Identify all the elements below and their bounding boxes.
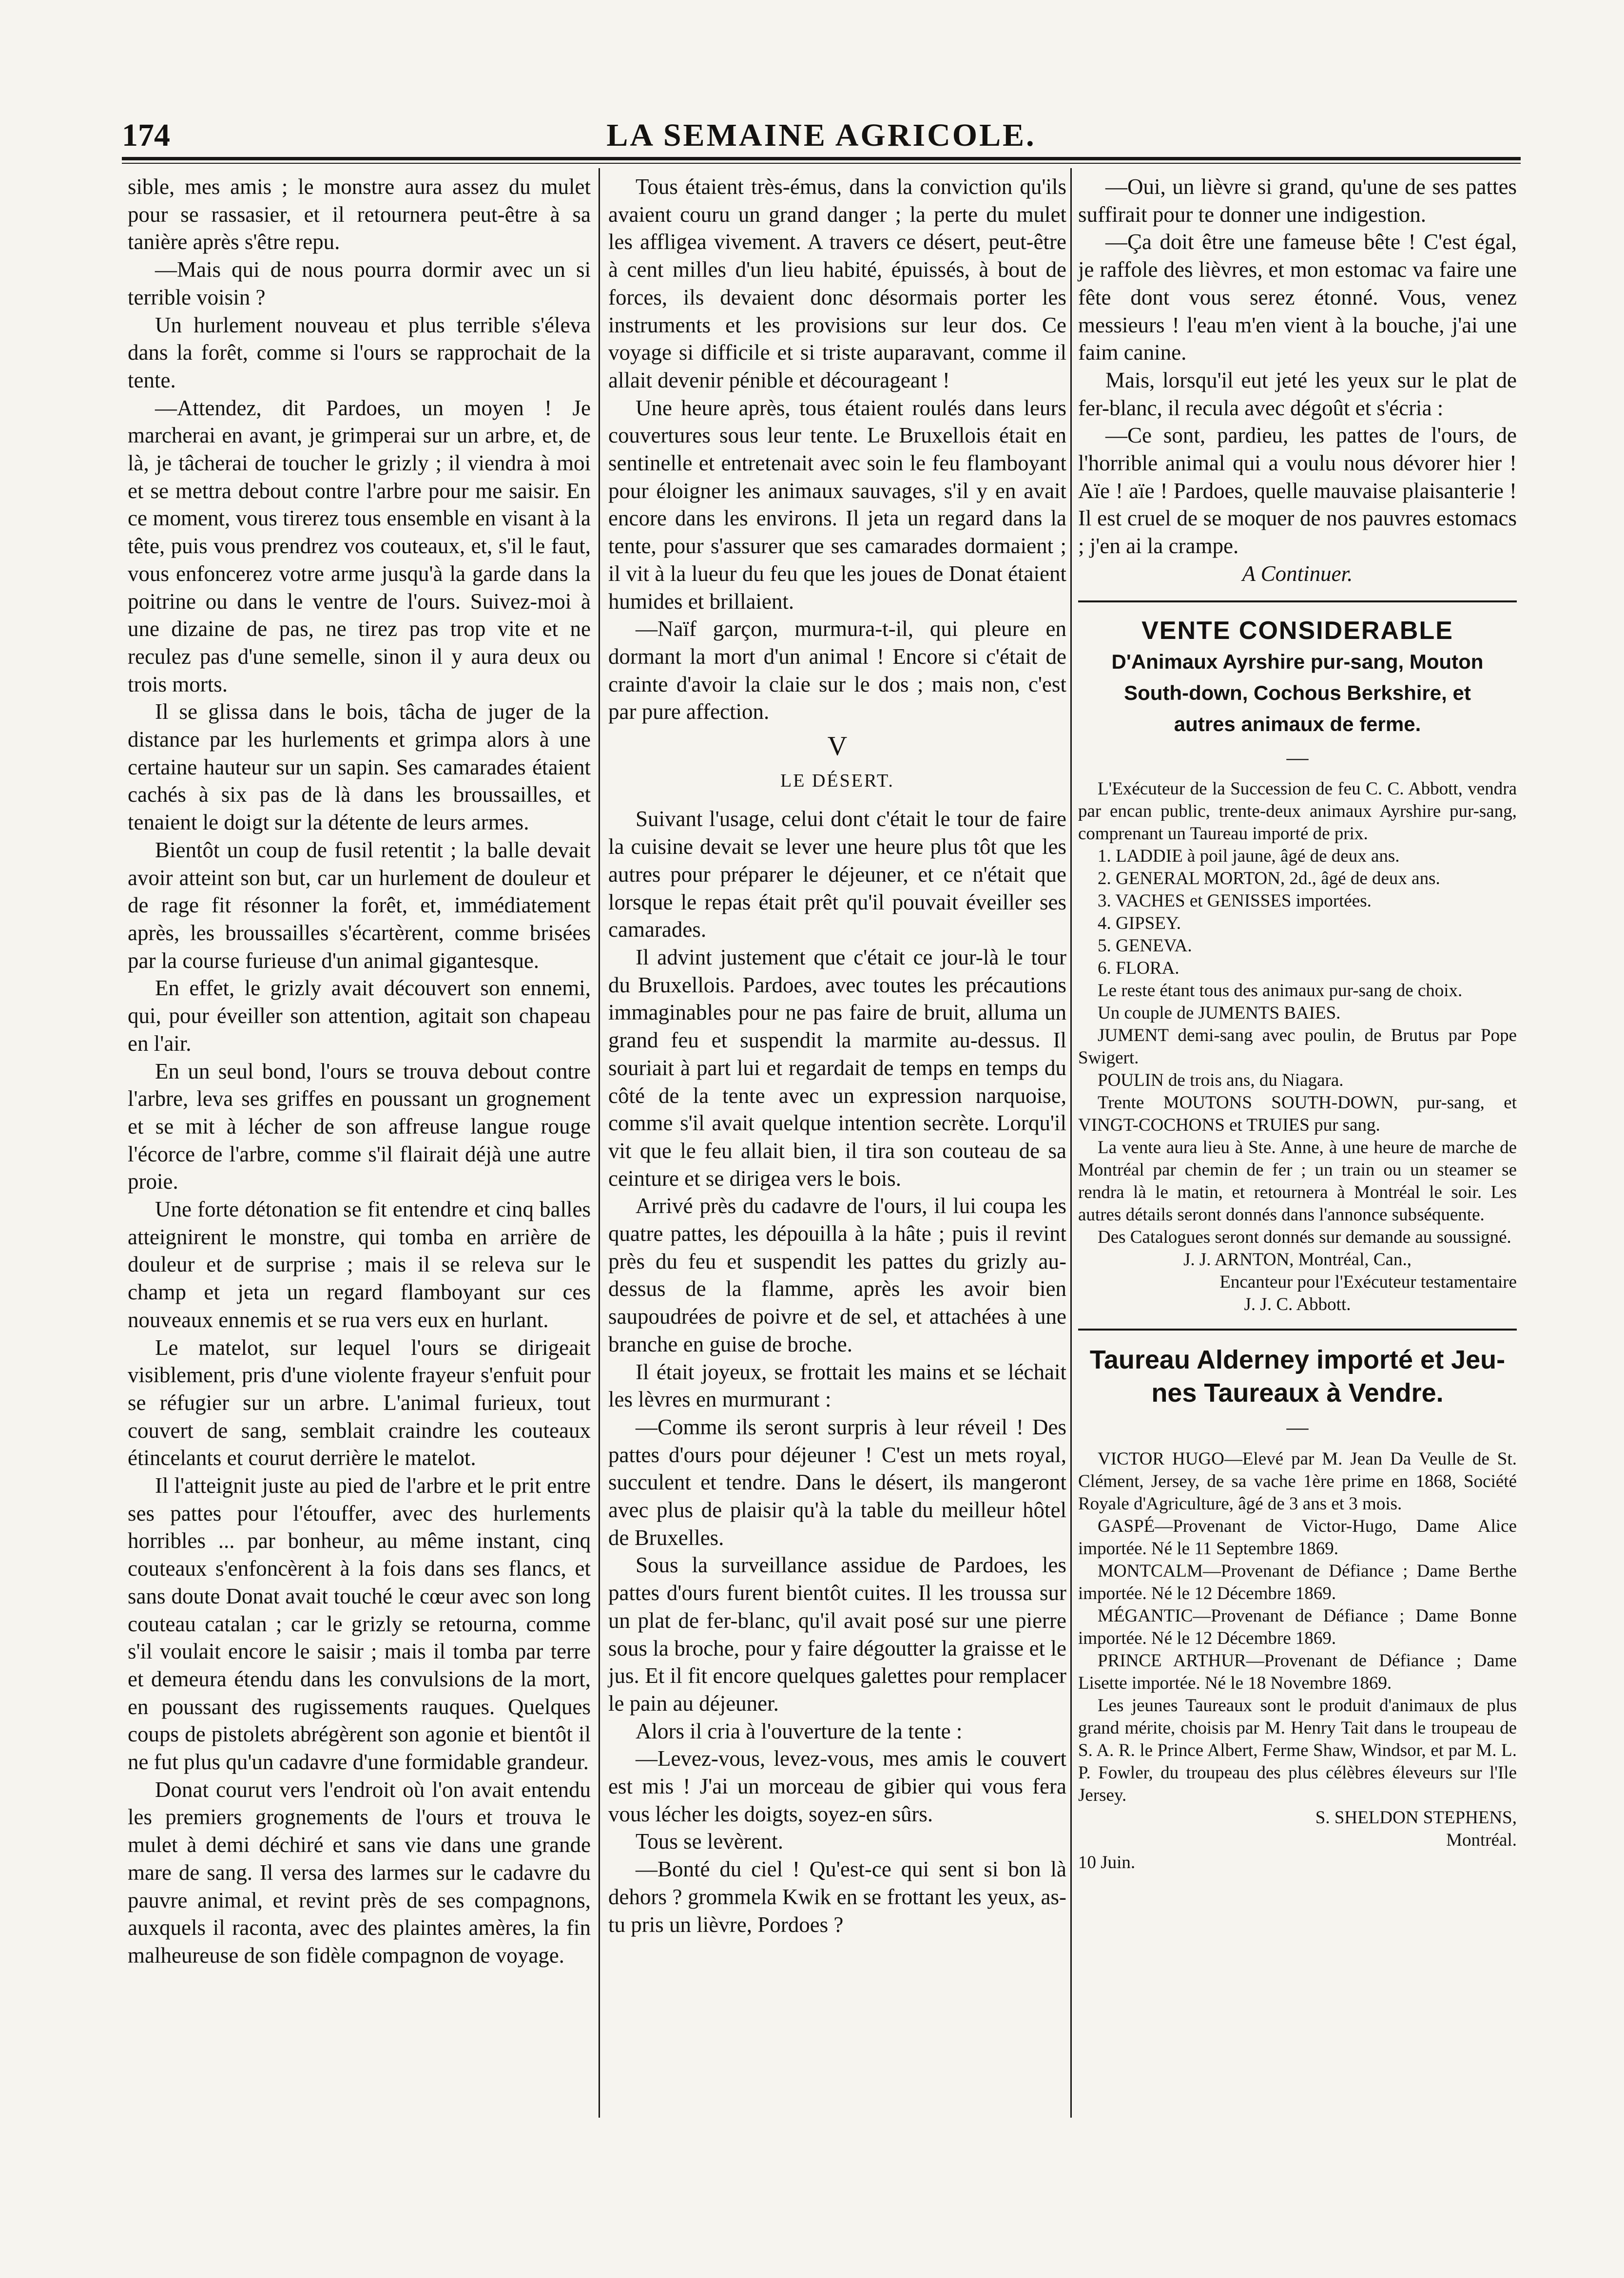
paragraph: Mais, lorsqu'il eut jeté les yeux sur le plat de fer-blanc, il recula avec dégoût et s'écria :: [1078, 367, 1517, 420]
header-rule: [122, 157, 1521, 160]
ad-title-line: nes Taureaux à Vendre.: [1151, 1378, 1444, 1408]
paragraph: —Ça doit être une fameuse bête ! C'est égal, je raffole des lièvres, et mon estomac va faire une fête dont vous serez étonné. Vous, venez messieurs ! l'eau m'en vient à la bouche, j'ai une faim canine.: [1078, 230, 1517, 365]
ad-signature-line: Encanteur pour l'Exécuteur testamentaire: [1219, 1272, 1517, 1293]
paragraph: —Levez-vous, levez-vous, mes amis le couvert est mis ! J'ai un morceau de gibier qui vous fera vous lécher les doigts, soyez-en sûrs.: [608, 1746, 1066, 1826]
paragraph: Alors il cria à l'ouverture de la tente :: [636, 1718, 963, 1743]
ad-paragraph: Un couple de JUMENTS BAIES.: [1098, 1003, 1341, 1023]
ad-list-item: 1. LADDIE à poil jaune, âgé de deux ans.: [1098, 846, 1400, 867]
ad-body: [1078, 778, 1517, 1316]
ad-signature-line: J. J. ARNTON, Montréal, Can.,: [1183, 1250, 1411, 1270]
paragraph: sible, mes amis ; le monstre aura assez du mulet pour se rassasier, et il retournera peut-être à sa tanière après s'être repu.: [128, 174, 591, 254]
separator-rule: [1078, 1329, 1517, 1331]
ad-paragraph: La vente aura lieu à Ste. Anne, à une heure de marche de Montréal par chemin de fer ; un train ou un steamer se rendra là le matin, et retournera à Montréal le soir. Les autres détails seront donnés dans l'annonce subséquente.: [1078, 1138, 1517, 1225]
ad-list-item: 5. GENEVA.: [1098, 936, 1192, 956]
separator-rule: [1078, 600, 1517, 602]
column-divider: [1070, 168, 1072, 2118]
paragraph: Une heure après, tous étaient roulés dans leurs couvertures sous leur tente. Le Bruxellois était en sentinelle et entretenait avec soin le feu flamboyant pour éloigner les animaux sauvages, s'il y en avait encore dans les environs. Il jeta un regard dans la tente, pour s'assurer que ses camarades dormaient ; il vit à la lueur du feu que les joues de Donat étaient humides et brillaient.: [608, 395, 1066, 614]
column-3: [1078, 173, 1517, 1874]
running-title: LA SEMAINE AGRICOLE.: [606, 117, 1036, 153]
ad-paragraph: GASPÉ—Provenant de Victor-Hugo, Dame Alice importée. Né le 11 Septembre 1869.: [1078, 1516, 1517, 1559]
paragraph: Le matelot, sur lequel l'ours se dirigeait visiblement, pris d'une violente frayeur s'enfuit pour se réfugier sur un arbre. L'animal furieux, tout couvert de sang, semblait craindre les couteaux étincelants et courut derrière le matelot.: [128, 1335, 591, 1470]
article-column-1: [128, 173, 591, 1969]
ad-subtitle-line: autres animaux de ferme.: [1174, 712, 1421, 735]
ad-paragraph: MONTCALM—Provenant de Défiance ; Dame Berthe importée. Né le 12 Décembre 1869.: [1078, 1561, 1517, 1603]
paragraph: Tous se levèrent.: [636, 1829, 784, 1854]
paragraph: —Naïf garçon, murmura-t-il, qui pleure en dormant la mort d'un animal ! Encore si c'était de crainte d'avoir la claie sur le dos ; mais non, c'est par pure affection.: [608, 617, 1066, 724]
ad-title-line: Taureau Alderney importé et Jeu-: [1089, 1345, 1506, 1375]
paragraph: Bientôt un coup de fusil retentit ; la balle devait avoir atteint son but, car un hurlement de douleur et de rage fit résonner la forêt, et, immédiatement après, les broussailles s'écartèrent, comme brisées par la course furieuse d'un animal gigantesque.: [128, 837, 591, 973]
paragraph: En un seul bond, l'ours se trouva debout contre l'arbre, leva ses griffes en poussant un grognement et se mit à lécher de son affreuse langue rouge l'écorce de l'arbre, comme s'il flairait déjà une autre proie.: [128, 1059, 591, 1194]
ad-list-item: 4. GIPSEY.: [1098, 913, 1181, 934]
ad-paragraph: MÉGANTIC—Provenant de Défiance ; Dame Bonne importée. Né le 12 Décembre 1869.: [1078, 1605, 1517, 1648]
ad-subtitle-line: South-down, Cochous Berkshire, et: [1124, 681, 1471, 704]
header-rule-thin: [122, 163, 1521, 164]
paragraph: Sous la surveillance assidue de Pardoes, les pattes d'ours furent bientôt cuites. Il les troussa sur un plat de fer-blanc, qu'il avait posé sur une pierre sous la broche, pour y faire dégoutter la graisse et le jus. Et il fit encore quelques galettes pour remplacer le pain au déjeuner.: [608, 1553, 1066, 1716]
page-number: 174: [122, 117, 170, 153]
paragraph: —Ce sont, pardieu, les pattes de l'ours, de l'horrible animal qui a voulu nous dévorer hier ! Aïe ! aïe ! Pardoes, quelle mauvaise plaisanterie ! Il est cruel de se moquer de nos pauvres estomacs ; j'en ai la crampe.: [1078, 423, 1517, 559]
paragraph: Donat courut vers l'endroit où l'on avait entendu les premiers grognements de l'ours et trouva le mulet à demi déchiré et sans vie dans une grande mare de sang. Il versa des larmes sur le cadavre du pauvre animal, et revint près de ses compagnons, auxquels il raconta, avec des plaintes amères, la fin malheureuse de son fidèle compagnon de voyage.: [128, 1777, 591, 1968]
page-header: [122, 117, 1521, 156]
paragraph: En effet, le grizly avait découvert son ennemi, qui, pour éveiller son attention, agitait son chapeau en l'air.: [128, 976, 591, 1056]
paragraph: —Comme ils seront surpris à leur réveil ! Des pattes d'ours pour déjeuner ! C'est un mets royal, succulent et tendre. Dans le désert, ils mangeront avec plus de plaisir qu'à la table du meilleur hôtel de Bruxelles.: [608, 1414, 1066, 1550]
ad-dash: —: [1286, 1415, 1309, 1440]
paragraph: Suivant l'usage, celui dont c'était le tour de faire la cuisine devait se lever une heure plus tôt que les autres pour préparer le déjeuner, et ce n'était que lorsque le repas était prêt qu'il pouvait éveiller ses camarades.: [608, 807, 1066, 942]
section-number: V: [827, 731, 848, 762]
ad-list-item: 2. GENERAL MORTON, 2d., âgé de deux ans.: [1098, 869, 1440, 889]
paragraph: Un hurlement nouveau et plus terrible s'éleva dans la forêt, comme si l'ours se rapprochait de la tente.: [128, 312, 591, 392]
paragraph: —Bonté du ciel ! Qu'est-ce qui sent si bon là dehors ? grommela Kwik en se frottant les yeux, as-tu pris un lièvre, Pordoes ?: [608, 1857, 1066, 1937]
ad-paragraph: Le reste étant tous des animaux pur-sang de choix.: [1098, 981, 1463, 1001]
ad-date: 10 Juin.: [1078, 1852, 1136, 1873]
ad-paragraph: PRINCE ARTHUR—Provenant de Défiance ; Dame Lisette importée. Né le 18 Novembre 1869.: [1078, 1650, 1517, 1693]
ad-city: Montréal.: [1446, 1830, 1517, 1850]
column-divider: [599, 168, 600, 2118]
continue-note: A Continuer.: [1242, 561, 1353, 586]
ad-title: VENTE CONSIDERABLE: [1141, 616, 1453, 645]
ad-paragraph: JUMENT demi-sang avec poulin, de Brutus par Pope Swigert.: [1078, 1025, 1517, 1068]
paragraph: —Oui, un lièvre si grand, qu'une de ses pattes suffirait pour te donner une indigestion.: [1078, 174, 1517, 227]
ad-subtitle-line: D'Animaux Ayrshire pur-sang, Mouton: [1111, 650, 1484, 673]
ad-signature-line: J. J. C. Abbott.: [1244, 1294, 1351, 1315]
ad-paragraph: Trente MOUTONS SOUTH-DOWN, pur-sang, et VINGT-COCHONS et TRUIES pur sang.: [1078, 1093, 1517, 1136]
ad-paragraph: Des Catalogues seront donnés sur demande au soussigné.: [1098, 1227, 1511, 1248]
ad-list-item: 3. VACHES et GENISSES importées.: [1098, 891, 1372, 911]
paragraph: Il advint justement que c'était ce jour-là le tour du Bruxellois. Pardoes, avec toutes les précautions immaginables pour ne pas faire de bruit, alluma un grand feu et suspendit la marmite au-dessus. Il souriait à part lui et regardait de temps en temps du côté de la tente avec un expression narquoise, comme s'il avait quelque intention secrète. Lorqu'il vit que le feu allait bien, il tira son couteau de sa ceinture et se dirigea vers le bois.: [608, 945, 1066, 1191]
ad-paragraph: VICTOR HUGO—Elevé par M. Jean Da Veulle de St. Clément, Jersey, de sa vache 1ère prime en 1868, Société Royale d'Agriculture, âgé de 3 ans et 3 mois.: [1078, 1448, 1517, 1514]
paragraph: —Mais qui de nous pourra dormir avec un si terrible voisin ?: [128, 257, 591, 309]
ad-paragraph: Les jeunes Taureaux sont le produit d'animaux de plus grand mérite, choisis par M. Henry Tait dans le troupeau de S. A. R. le Prince Albert, Ferme Shaw, Windsor, et par M. L. P. Fowler, du troupeau des plus célèbres éleveurs sur l'Ile Jersey.: [1078, 1695, 1517, 1805]
ad-signature: S. SHELDON STEPHENS,: [1315, 1807, 1517, 1828]
advertisement-taureau: [1078, 1343, 1517, 1874]
ad-list-item: 6. FLORA.: [1098, 958, 1179, 979]
ad-paragraph: POULIN de trois ans, du Niagara.: [1098, 1070, 1344, 1091]
article-column-2: [608, 173, 1066, 1938]
section-title: LE DÉSERT.: [780, 770, 894, 791]
paragraph: Tous étaient très-émus, dans la conviction qu'ils avaient couru un grand danger ; la perte du mulet les affligea vivement. A travers ce désert, peut-être à cent milles d'un lieu habité, épuissés, à bout de forces, ils devaient donc désormais porter les instruments et les provisions sur leur dos. Ce voyage si difficile et si triste auparavant, comme il allait devenir pénible et décourageant !: [608, 174, 1066, 392]
paragraph: Arrivé près du cadavre de l'ours, il lui coupa les quatre pattes, les dépouilla à la hâte ; puis il revint près du feu et suspendit les pattes du grizly au-dessus de la flamme, après les avoir bien saupoudrées de poivre et de sel, et attachées à une branche en guise de broche.: [608, 1194, 1066, 1356]
paragraph: —Attendez, dit Pardoes, un moyen ! Je marcherai en avant, je grimperai sur un arbre, et, de là, je tâcherai de toucher le grizly ; il viendra à moi et se mettra debout contre l'arbre pour me saisir. En ce moment, vous tirerez tous ensemble en visant à la tête, puis vous prendrez vos couteaux, et, s'il le faut, vous enfoncerez votre arme jusqu'à la garde dans la poitrine ou dans le ventre de l'ours. Suivez-moi à une dizaine de pas, ne tirez pas trop vite et ne reculez pas d'une semelle, sinon il y aura deux ou trois morts.: [128, 395, 591, 696]
paragraph: Il se glissa dans le bois, tâcha de juger de la distance par les hurlements et grimpa alors à une certaine hauteur sur un sapin. Ses camarades étaient cachés à six pas de là dans les broussailles, et tenaient le doigt sur la détente de leurs armes.: [128, 699, 591, 835]
paragraph: Il l'atteignit juste au pied de l'arbre et le prit entre ses pattes pour l'étouffer, avec des hurlements horribles ... par bonheur, au même instant, cinq couteaux s'enfoncèrent à la fois dans ses flancs, et sans doute Donat avait touché le cœur avec son long couteau catalan ; car le grizly se retourna, comme s'il voulait encore le saisir ; mais il tomba par terre et demeura étendu dans les convulsions de la mort, en poussant des rugissements rauques. Quelques coups de pistolets abrégèrent son agonie et bientôt il ne fut plus qu'un cadavre d'une formidable grandeur.: [128, 1473, 591, 1775]
ad-body: [1078, 1448, 1517, 1874]
paragraph: Il était joyeux, se frottait les mains et se léchait les lèvres en murmurant :: [608, 1359, 1066, 1412]
paragraph: Une forte détonation se fit entendre et cinq balles atteignirent le monstre, qui tomba en arrière de douleur et de surprise ; mais il se releva sur le champ et jeta un regard flamboyant sur ces nouveaux ennemis et se rua vers eux en hurlant.: [128, 1197, 591, 1332]
ad-intro: L'Exécuteur de la Succession de feu C. C. Abbott, vendra par encan public, trente-deux animaux Ayrshire pur-sang, comprenant un Taureau importé de prix.: [1078, 779, 1517, 844]
ad-dash: —: [1286, 745, 1309, 770]
advertisement-vente: [1078, 615, 1517, 1316]
